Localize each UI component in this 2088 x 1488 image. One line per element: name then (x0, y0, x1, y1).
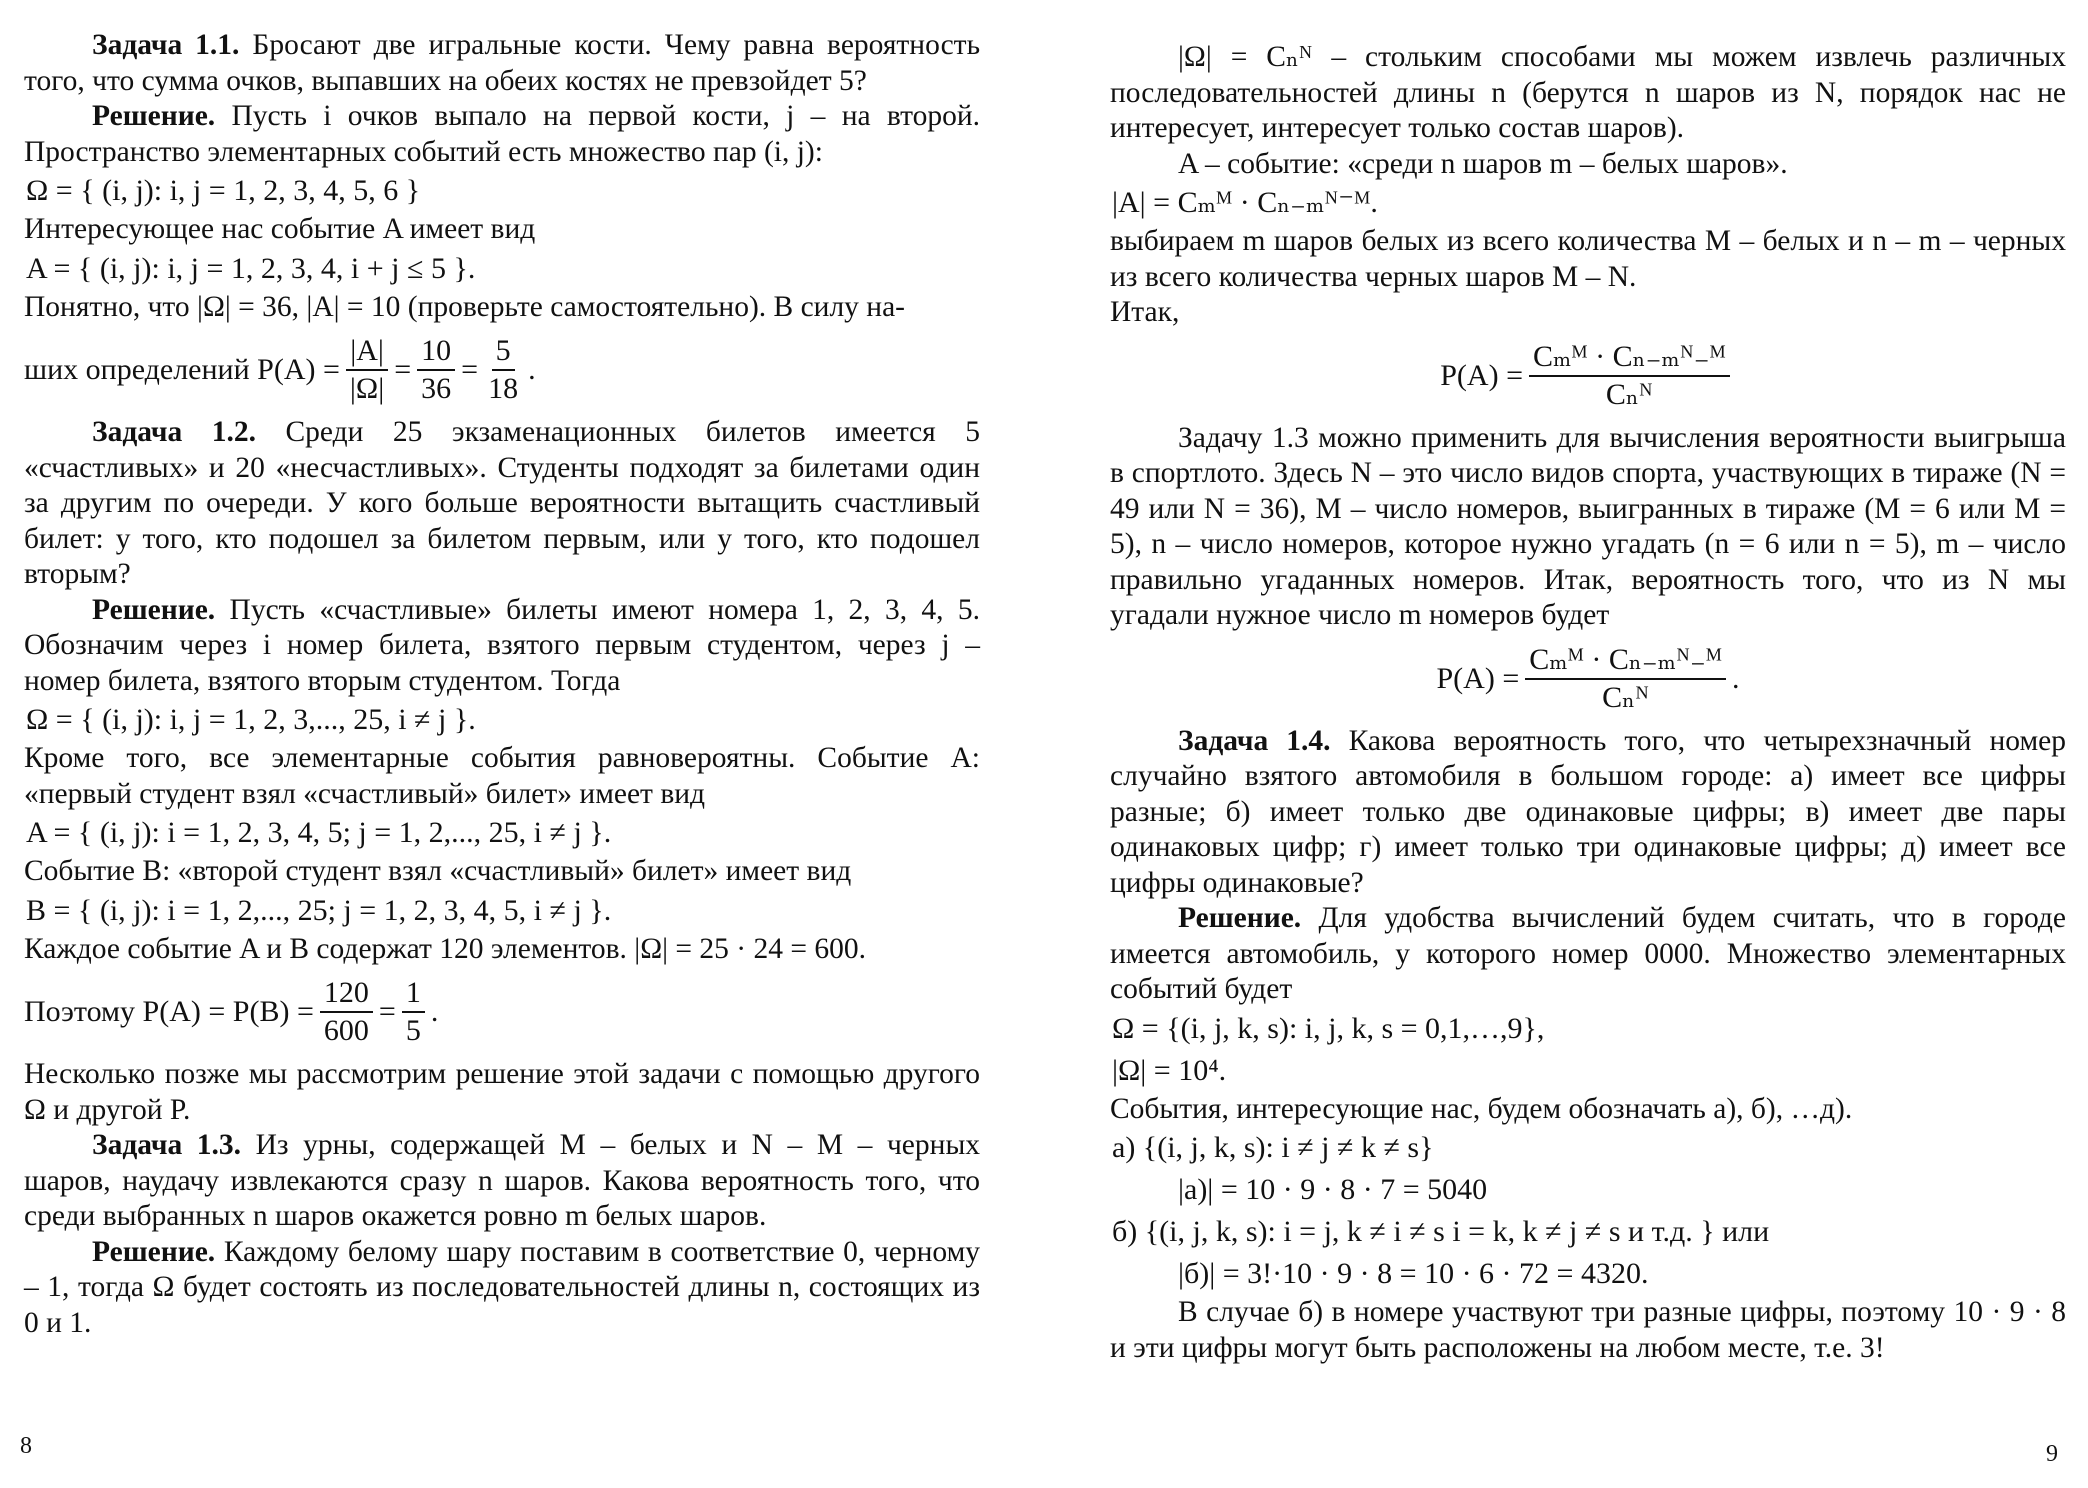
events-text: События, интересующие нас, будем обозначать а), б), …д). (1110, 1092, 1853, 1125)
sportloto-text: Задачу 1.3 можно применить для вычисления вероятности выигрыша в спортлото. Здесь N – это число видов спорта, участвующих в тираже (N = 49 или N = 36), M – число номеров, выигранных в тираже (M = 6 или M = 5), n – число номеров, которое нужно угадать (n = 6 или n = 5), m – число правильно угаданных номеров. Итак, вероятность того, что из N мы угадали нужное число m номеров будет (1110, 421, 2066, 631)
probability-formula-1-1: ших определений P(A) = $\frac{|A|}{|\Omega|}$ = $\frac{10}{36}$ = $\frac{5}{18}$ . (24, 334, 536, 405)
probability-prefix: P(A) = (1440, 358, 1523, 392)
denominator: 18 (488, 372, 519, 405)
event-a-set: а) {(i, j, k, s): i ≠ j ≠ k ≠ s} (1112, 1131, 1434, 1164)
denominator: Cₙᴺ (1605, 377, 1653, 411)
solution-heading: Решение. (92, 1235, 216, 1268)
task-1-1-heading: Задача 1.1. (92, 29, 240, 61)
denominator: 600 (323, 1014, 369, 1047)
task-1-2-text: Среди 25 экзаменационных билетов имеется 5 «счастливых» и 20 «несчастливых». Студенты подходят за билетами один за другим по очереди. У кого больше вероятности вытащить счастливый билет: у того, кто подошел за билетом первым, или у того, кто подошел вторым? (24, 416, 981, 590)
numerator: Cₘᴹ · Cₙ₋ₘᴺ₋ᴹ (1525, 642, 1726, 680)
right-page (1044, 0, 2088, 1488)
probability-formula-1-3 (1110, 339, 2066, 413)
task-1-4-solution (1110, 901, 2066, 1008)
task-1-3-solution (24, 1235, 980, 1342)
each-event-text: Каждое событие A и B содержат 120 элементов. |Ω| = 25 · 24 = 600. (24, 932, 867, 965)
fraction (417, 333, 455, 407)
numerator: |A| (346, 333, 388, 371)
denominator: |Ω| (349, 372, 385, 405)
numerator: 120 (320, 975, 373, 1013)
event-b-set: б) {(i, j, k, s): i = j, k ≠ i ≠ s i = k, k ≠ j ≠ s и т.д. } или (1112, 1215, 1770, 1248)
fraction (1529, 339, 1730, 413)
task-1-4 (1110, 724, 2066, 902)
probability-formula-1-2: Поэтому P(A) = P(B) = $\frac{120}{600}$ = $\frac{1}{5}$ . (24, 976, 439, 1047)
probability-formula-sportloto: P(A) = $\frac{\text{Cₘᴹ · Cₙ₋ₘᴺ₋ᴹ}}{\text{Cₙᴺ}}$ . (1436, 642, 1740, 714)
numerator: Cₘᴹ · Cₙ₋ₘᴺ₋ᴹ (1529, 339, 1730, 377)
solution-heading: Решение. (92, 100, 216, 132)
denominator: Cₙᴺ (1602, 680, 1650, 714)
event-a-count: |а)| = 10 · 9 · 8 · 7 = 5040 (1178, 1173, 1488, 1206)
event-formula: A = { (i, j): i, j = 1, 2, 3, 4, i + j ≤ 5 }. (26, 251, 476, 285)
numerator: 1 (402, 975, 425, 1013)
fraction (320, 975, 373, 1049)
event-a-cardinality: |A| = Cₘᴹ · Cₙ₋ₘᴺ⁻ᴹ. (1112, 186, 1378, 219)
event-text: Интересующее нас событие A имеет вид (24, 213, 536, 245)
task-1-4-text: Какова вероятность того, что четырехзначный номер случайно взятого автомобиля в большом городе: а) имеет все цифры разные; б) имеет только две одинаковые цифры; в) имеет две пары одинаковых цифр; г) имеет только три одинаковые цифры; д) имеет все цифры одинаковые? (1110, 724, 2067, 899)
omega-formula: Ω = { (i, j): i, j = 1, 2, 3, 4, 5, 6 } (26, 174, 421, 207)
event-b-text: Событие B: «второй студент взял «счастливый» билет» имеет вид (24, 855, 852, 887)
solution-text: Для удобства вычислений будем считать, что в городе имеется автомобиль, у которого номер 0000. Множество элементарных событий будет (1110, 902, 2066, 1005)
fraction (1525, 642, 1726, 716)
event-a-text: A – событие: «среди n шаров m – белых шаров». (1178, 147, 1788, 180)
solution-heading: Решение. (92, 593, 216, 626)
omega-cardinality: |Ω| = 10⁴. (1112, 1053, 1227, 1087)
page-number: 8 (20, 1433, 32, 1459)
choose-text: выбираем m шаров белых из всего количества M – белых и n – m – черных из всего количества черных шаров M – N. (1110, 225, 2066, 293)
task-1-3 (24, 1128, 980, 1235)
task-1-1 (24, 28, 980, 99)
denominator: 5 (405, 1014, 421, 1047)
omega-formula: Ω = { (i, j): i, j = 1, 2, 3,..., 25, i ≠ j }. (26, 703, 476, 736)
solution-text: Пусть «счастливые» билеты имеют номера 1, 2, 3, 4, 5. Обозначим через i номер билета, взятого первым студентом, через j – номер билета, взятого вторым студентом. Тогда (24, 593, 981, 697)
solution-text: Пусть i очков выпало на первой кости, j – на второй. Пространство элементарных событий есть множество пар (i, j): (24, 100, 980, 168)
solution-text: Каждому белому шару поставим в соответствие 0, черному – 1, тогда Ω будет состоять из последовательностей длины n, состоящих из 0 и 1. (24, 1235, 980, 1339)
task-1-3-heading: Задача 1.3. (92, 1129, 242, 1161)
numerator: 5 (492, 333, 515, 371)
cardinality-text: Понятно, что |Ω| = 36, |A| = 10 (проверьте самостоятельно). В силу на- (24, 290, 906, 323)
probability-prefix: ших определений P(A) = (24, 353, 340, 386)
omega-cardinality-text: |Ω| = Cₙᴺ – стольким способами мы можем извлечь различных последовательностей длины n (берутся n шаров из N, порядок нас не интересует, интересует только состав шаров). (1110, 41, 2066, 144)
event-b-count: |б)| = 3!·10 · 9 · 8 = 10 · 6 · 72 = 4320. (1178, 1257, 1649, 1290)
task-1-1-solution (24, 99, 980, 170)
case-b-text: В случае б) в номере участвуют три разные цифры, поэтому 10 · 9 · 8 и эти цифры могут быть расположены на любом месте, т.е. 3! (1110, 1296, 2066, 1364)
omega-formula: Ω = {(i, j, k, s): i, j, k, s = 0,1,…,9}, (1112, 1011, 1545, 1045)
task-1-4-heading: Задача 1.4. (1178, 724, 1331, 757)
task-1-2 (24, 415, 980, 593)
task-1-1-text: Бросают две игральные кости. Чему равна вероятность того, что сумма очков, выпавших на обеих костях не превзойдет 5? (24, 29, 981, 97)
fraction (484, 333, 522, 407)
task-1-3-text: Из урны, содержащей M – белых и N – M – черных шаров, наудачу извлекаются сразу n шаров. Какова вероятность того, что среди выбранных n шаров окажется ровно m белых шаров. (24, 1129, 981, 1232)
denominator: 36 (421, 372, 452, 405)
page-number: 9 (2046, 1441, 2058, 1467)
later-text: Несколько позже мы рассмотрим решение этой задачи с помощью другого Ω и другой P. (24, 1058, 980, 1126)
fraction (402, 975, 425, 1049)
task-1-2-solution (24, 593, 980, 700)
probability-prefix: Поэтому P(A) = P(B) = (24, 995, 314, 1028)
numerator: 10 (417, 333, 455, 371)
event-b-formula: B = { (i, j): i = 1, 2,..., 25; j = 1, 2, 3, 4, 5, i ≠ j }. (26, 893, 612, 927)
probability-prefix: P(A) = (1436, 661, 1520, 695)
equiprobable-text: Кроме того, все элементарные события равновероятны. Событие A: «первый студент взял «счастливый» билет» имеет вид (24, 742, 980, 810)
task-1-2-heading: Задача 1.2. (92, 416, 256, 448)
fraction (346, 333, 388, 407)
solution-heading: Решение. (1178, 902, 1302, 934)
itak-text: Итак, (1110, 296, 1180, 328)
event-a-formula: A = { (i, j): i = 1, 2, 3, 4, 5; j = 1, 2,..., 25, i ≠ j }. (26, 816, 612, 849)
